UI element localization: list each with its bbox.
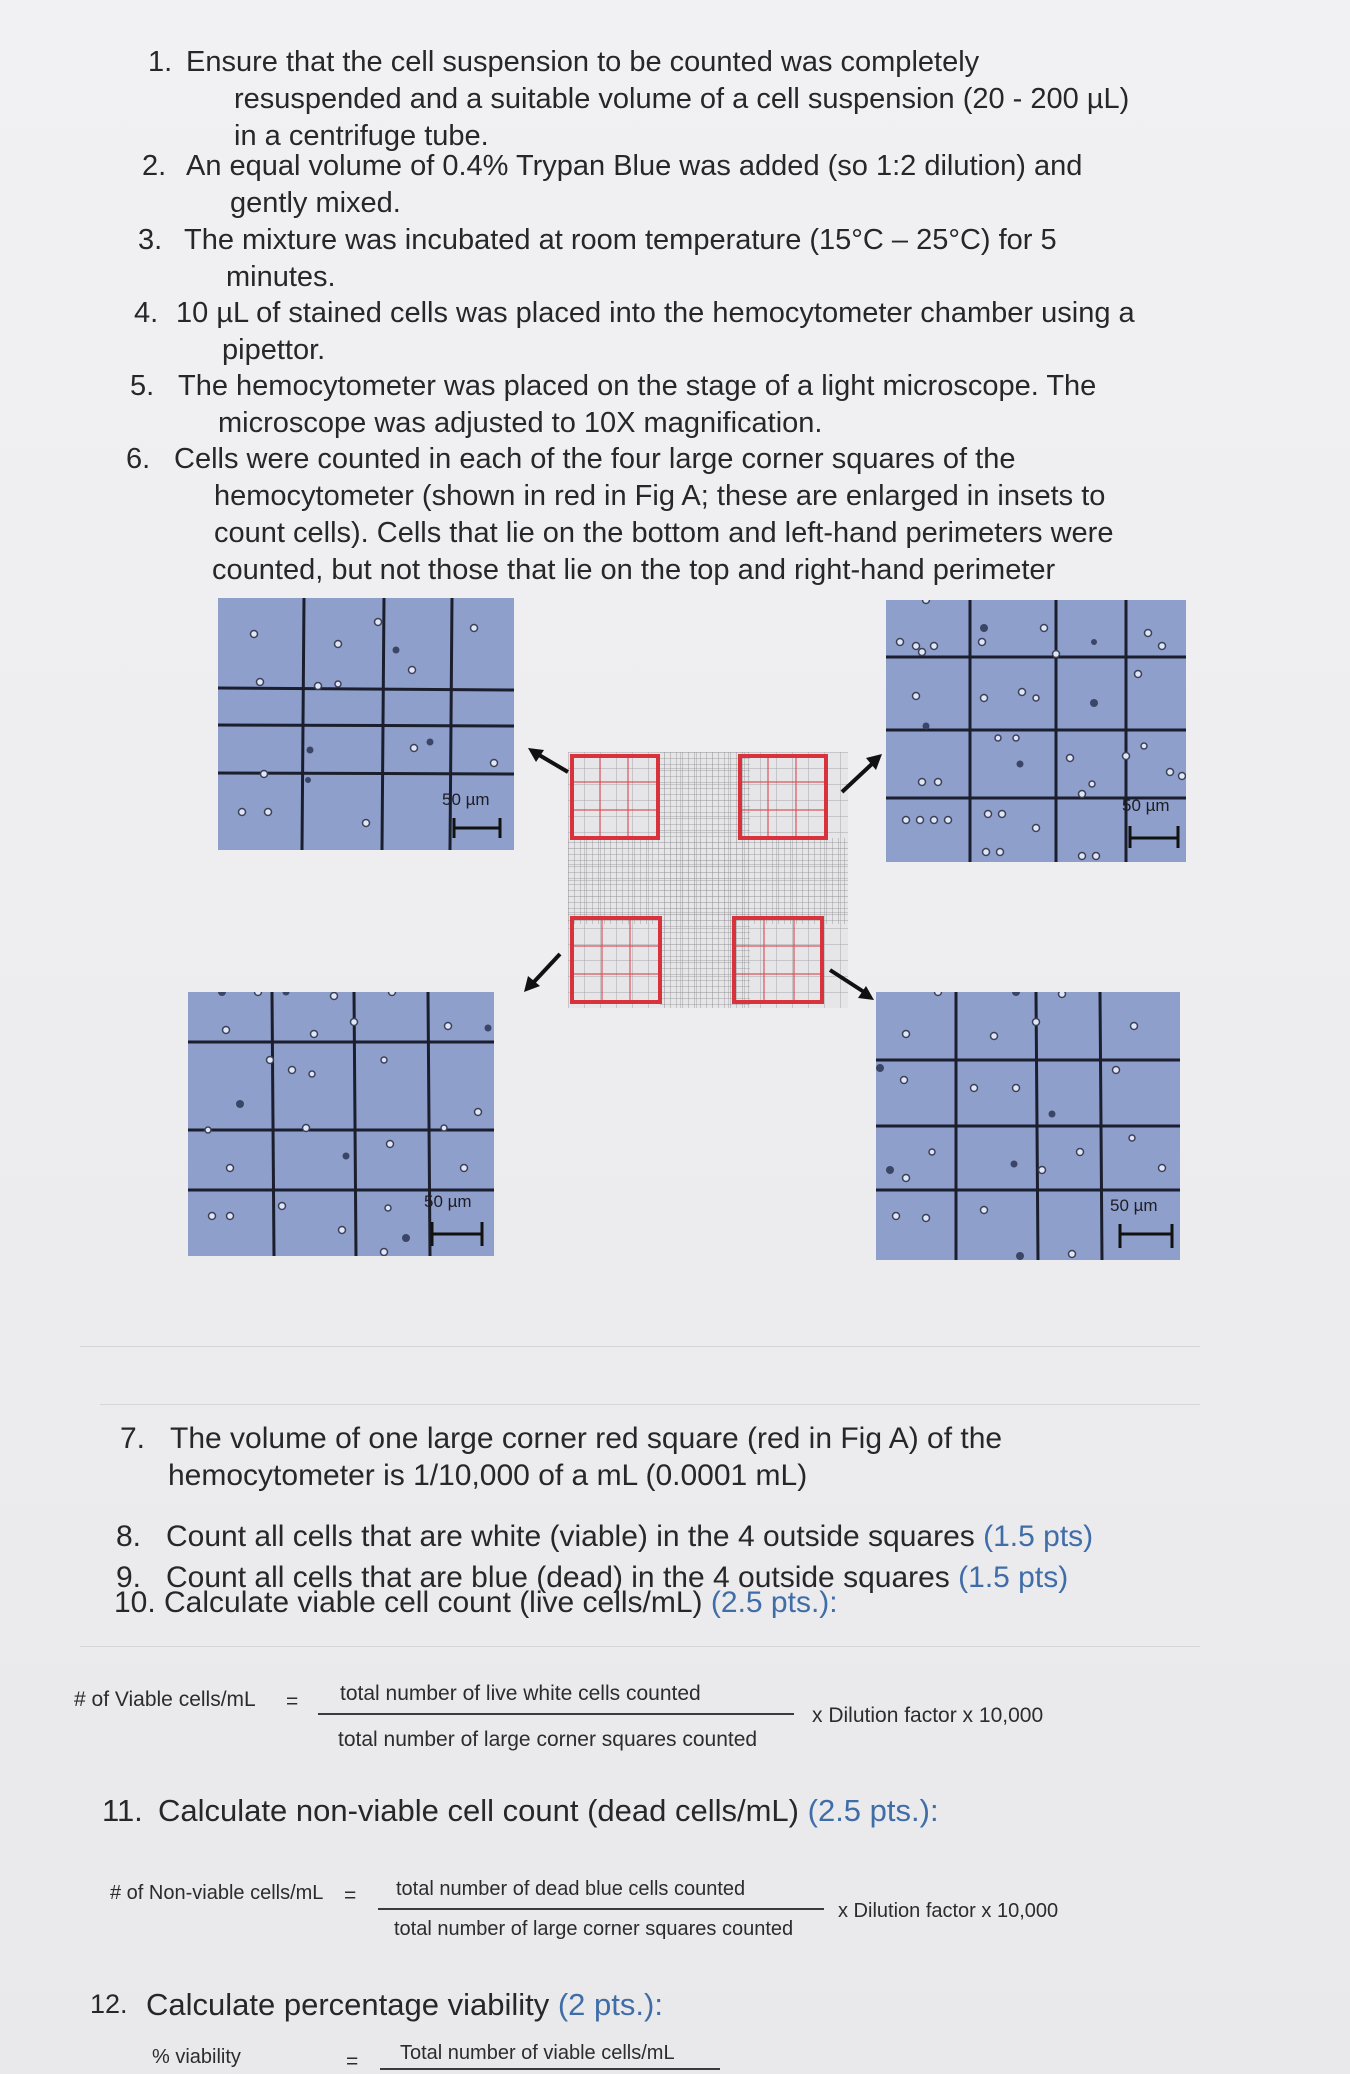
formula-numerator: total number of live white cells counted: [340, 1682, 701, 1705]
formula-denominator: total number of large corner squares counted: [394, 1918, 794, 1940]
step-number: 10.: [114, 1586, 156, 1619]
step-text: Calculate percentage viability: [146, 1987, 550, 2022]
section-divider: [80, 1346, 1200, 1347]
scale-bar-line: [424, 1194, 490, 1250]
points-label: (2.5 pts.):: [710, 1586, 838, 1619]
step-number: 3.: [138, 224, 163, 256]
step-text: in a centrifuge tube.: [234, 120, 489, 152]
step-number: 9.: [116, 1561, 142, 1594]
step-2: [142, 148, 1262, 222]
inset-bottom-left: [188, 992, 494, 1256]
arrow-bottom-right-icon: [826, 966, 880, 1006]
step-1: [148, 44, 1268, 155]
step-text: 10 µL of stained cells was placed into the hemocytometer chamber using a: [176, 297, 1135, 329]
scale-bar: [1122, 796, 1184, 852]
step-12: [90, 1986, 1250, 2023]
step-8: [116, 1518, 1276, 1555]
formula-tail: x Dilution factor x 10,000: [838, 1900, 1059, 1922]
step-text: pipettor.: [222, 334, 326, 366]
formula-denominator: total number of large corner squares counted: [338, 1728, 758, 1751]
scale-label: 50 µm: [424, 1192, 472, 1211]
step-number: 6.: [126, 443, 151, 475]
scale-label: 50 µm: [442, 790, 490, 809]
scale-label: 50 µm: [1110, 1196, 1158, 1215]
formula-equals: =: [286, 1690, 299, 1713]
step-text: hemocytometer is 1/10,000 of a mL (0.0001 mL): [168, 1459, 808, 1492]
step-text: Calculate viable cell count (live cells/mL): [164, 1586, 703, 1619]
step-6: [126, 441, 1276, 589]
step-number: 12.: [90, 1989, 128, 2019]
formula-numerator: total number of dead blue cells counted: [396, 1878, 746, 1900]
step-text: Calculate non-viable cell count (dead cells/mL): [158, 1793, 799, 1828]
scale-bar: [424, 1194, 490, 1250]
step-10: [114, 1584, 1274, 1621]
step-text: gently mixed.: [230, 187, 401, 219]
step-text: The hemocytometer was placed on the stage of a light microscope. The: [178, 370, 1097, 402]
step-text: hemocytometer (shown in red in Fig A; these are enlarged in insets to: [214, 480, 1106, 512]
step-number: 4.: [134, 297, 159, 329]
formula-tail: x Dilution factor x 10,000: [812, 1704, 1044, 1727]
scale-bar-line: [1124, 800, 1184, 852]
step-text: The mixture was incubated at room temperature (15°C – 25°C) for 5: [184, 224, 1057, 256]
section-divider: [100, 1404, 1200, 1405]
formula-numerator: Total number of viable cells/mL: [400, 2042, 675, 2064]
inset-top-right: [886, 600, 1186, 862]
formula-equals: =: [346, 2050, 359, 2073]
step-text: Count all cells that are white (viable) in the 4 outside squares: [166, 1520, 975, 1553]
section-divider: [80, 1646, 1200, 1647]
points-label: (2.5 pts.):: [807, 1793, 939, 1828]
step-text: counted, but not those that lie on the top and right-hand perimeter: [212, 554, 1056, 586]
points-label: (1.5 pts): [983, 1520, 1094, 1553]
step-text: The volume of one large corner red square (red in Fig A) of the: [170, 1422, 1003, 1455]
scale-label: 50 µm: [1122, 796, 1170, 815]
fraction-bar: [318, 1713, 794, 1715]
formula-lhs: % viability: [152, 2046, 241, 2068]
formula-lhs: # of Non-viable cells/mL: [110, 1882, 324, 1904]
step-text: microscope was adjusted to 10X magnification.: [218, 407, 823, 439]
step-number: 2.: [142, 150, 167, 182]
fraction-bar: [378, 1908, 824, 1910]
points-label: (2 pts.):: [557, 1987, 663, 2022]
step-text: count cells). Cells that lie on the bottom and left-hand perimeters were: [214, 517, 1114, 549]
step-number: 7.: [120, 1422, 146, 1455]
step-number: 8.: [116, 1520, 142, 1553]
step-text: minutes.: [226, 261, 336, 293]
step-number: 11.: [102, 1793, 143, 1828]
formula-equals: =: [344, 1884, 357, 1907]
formula-lhs: # of Viable cells/mL: [74, 1688, 256, 1711]
fraction-bar: [380, 2068, 720, 2070]
step-number: 1.: [148, 46, 173, 78]
scale-bar-line: [1114, 1198, 1178, 1254]
step-text: Cells were counted in each of the four large corner squares of the: [174, 443, 1016, 475]
points-label: (1.5 pts): [958, 1561, 1069, 1594]
scale-bar-line: [448, 794, 508, 844]
arrow-top-right-icon: [836, 752, 886, 798]
step-number: 5.: [130, 370, 155, 402]
scale-bar: [1110, 1196, 1178, 1254]
step-text: Count all cells that are blue (dead) in the 4 outside squares: [166, 1561, 950, 1594]
step-text: An equal volume of 0.4% Trypan Blue was added (so 1:2 dilution) and: [186, 150, 1083, 182]
step-11: [102, 1792, 1262, 1829]
scale-bar: [442, 790, 508, 844]
arrow-bottom-left-icon: [520, 950, 570, 996]
step-5: [130, 368, 1270, 442]
step-4: [134, 295, 1274, 369]
hemocytometer-grid: [568, 752, 848, 1008]
arrow-top-left-icon: [524, 744, 584, 784]
step-7: [120, 1420, 1240, 1494]
inset-top-left: [218, 598, 514, 850]
inset-bottom-right: [876, 992, 1180, 1260]
step-text: resuspended and a suitable volume of a cell suspension (20 - 200 µL): [234, 83, 1130, 115]
step-text: Ensure that the cell suspension to be counted was completely: [186, 46, 980, 78]
step-3: [138, 222, 1258, 296]
